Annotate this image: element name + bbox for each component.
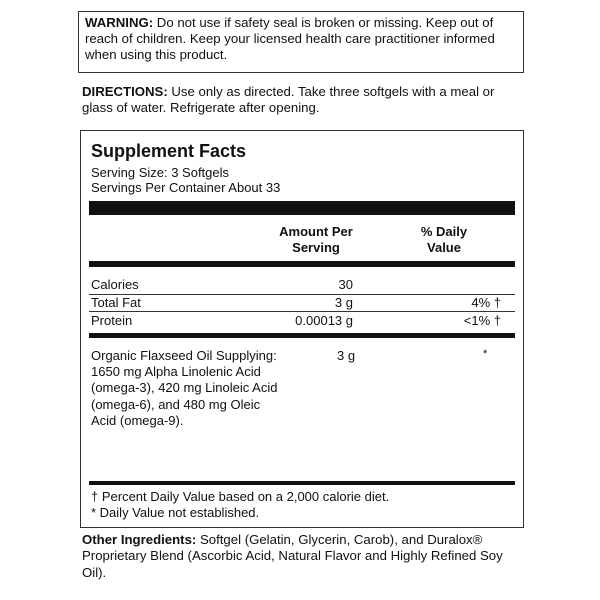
nutrient-row [91, 313, 513, 329]
dv-header-line2: Value [427, 240, 461, 255]
nutrient-dv: 4% † [471, 295, 501, 310]
supplement-facts-panel [80, 130, 524, 528]
warning-box [78, 11, 524, 73]
other-ingredients [82, 532, 522, 581]
warning-label: WARNING: [85, 15, 154, 30]
nutrient-amount: 0.00013 g [295, 313, 353, 328]
facts-title: Supplement Facts [91, 141, 247, 161]
footnote-divider [89, 481, 515, 485]
amount-per-serving-header [261, 224, 371, 256]
amount-header-line1: Amount Per [279, 224, 353, 239]
medium-divider-2 [89, 333, 515, 338]
nutrient-name: Calories [91, 277, 139, 292]
directions [82, 84, 522, 116]
warning-text: Do not use if safety seal is broken or missing. Keep out of reach of children. Keep your licensed health care practitioner informed when using this product. [85, 15, 495, 62]
footnote-dv: † Percent Daily Value based on a 2,000 calorie diet. [91, 489, 390, 504]
amount-header-line2: Serving [292, 240, 340, 255]
thick-divider [89, 201, 515, 215]
nutrient-amount: 30 [338, 277, 353, 292]
other-ingredients-label: Other Ingredients: [82, 532, 197, 547]
flaxseed-ingredient: Organic Flaxseed Oil Supplying: 1650 mg Alpha Linolenic Acid (omega-3), 420 mg Linoleic Acid (omega-6), and 480 mg Oleic Acid (omega-9). [91, 348, 278, 428]
directions-label: DIRECTIONS: [82, 84, 168, 99]
other-ingredients-text: Softgel (Gelatin, Glycerin, Carob), and Duralox® Proprietary Blend (Ascorbic Acid, Natural Flavor and Highly Refined Soy Oil). [82, 532, 503, 580]
flaxseed-amount: 3 g [337, 348, 356, 363]
row-divider [89, 311, 515, 312]
nutrient-name: Protein [91, 313, 133, 328]
directions-text: Use only as directed. Take three softgels with a meal or glass of water. Refrigerate after opening. [82, 84, 495, 115]
footnote-not-established: * Daily Value not established. [91, 505, 260, 520]
servings-per-container: Servings Per Container About 33 [91, 180, 281, 195]
nutrient-row [91, 277, 513, 293]
daily-value-header [399, 224, 489, 256]
nutrient-name: Total Fat [91, 295, 141, 310]
dv-header-line1: % Daily [420, 224, 468, 239]
nutrient-row [91, 295, 513, 311]
nutrient-dv: <1% † [463, 313, 501, 328]
flaxseed-dv: * [483, 348, 488, 360]
serving-size: Serving Size: 3 Softgels [91, 165, 230, 180]
nutrient-amount: 3 g [334, 295, 353, 310]
medium-divider [89, 261, 515, 267]
